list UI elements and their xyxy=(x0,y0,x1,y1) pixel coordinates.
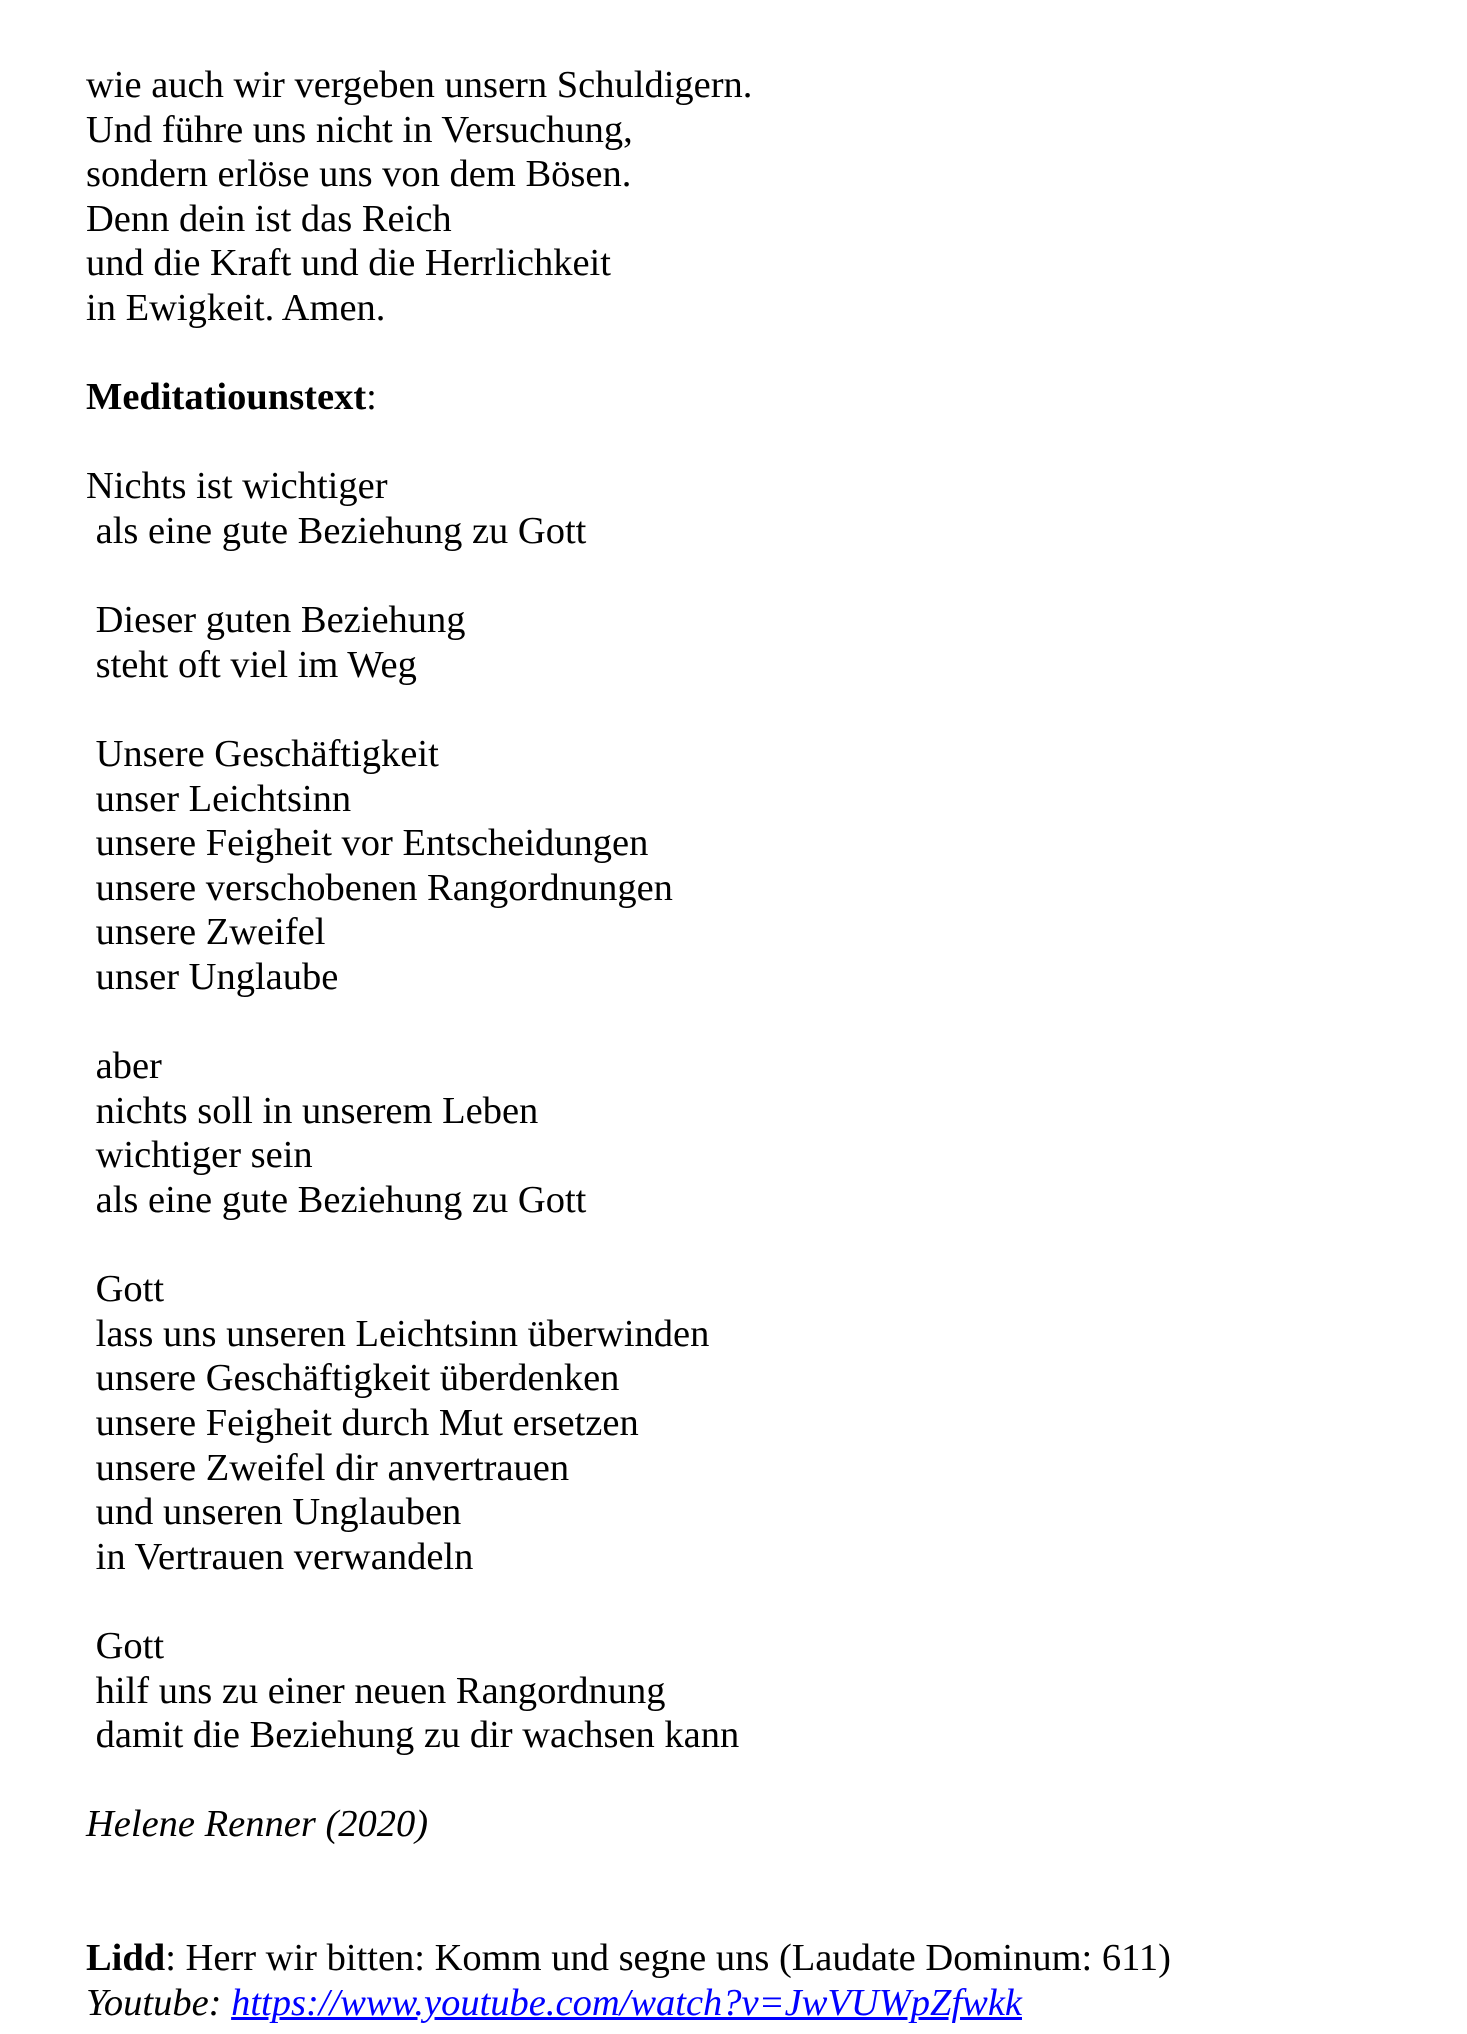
prayer-line: Denn dein ist das Reich xyxy=(86,197,452,240)
poem-line: aber xyxy=(86,1045,162,1088)
poem-line: als eine gute Beziehung zu Gott xyxy=(86,510,587,552)
poem-line: wichtiger sein xyxy=(86,1134,313,1177)
poem-line: damit die Beziehung zu dir wachsen kann xyxy=(86,1714,740,1757)
meditation-heading-text: Meditatiounstext xyxy=(86,376,367,419)
poem-line: Unsere Geschäftigkeit xyxy=(86,733,439,775)
poem-line: unsere Zweifel xyxy=(86,911,326,954)
song-title: : Herr wir bitten: Komm und segne uns (Laudate Dominum: 611) xyxy=(165,1937,1171,1980)
poem-line: hilf uns zu einer neuen Rangordnung xyxy=(86,1669,666,1712)
poem-line: unser Unglaube xyxy=(86,956,339,998)
youtube-label: Youtube: xyxy=(86,1981,232,2024)
prayer-line: in Ewigkeit. Amen. xyxy=(86,287,386,329)
poem-author: Helene Renner (2020) xyxy=(86,1803,429,1846)
meditation-heading-colon: : xyxy=(366,376,377,419)
meditation-heading xyxy=(86,375,377,420)
youtube-link[interactable]: https://www.youtube.com/watch?v=JwVUWpZfwkk xyxy=(231,1981,1022,2024)
poem-line: Dieser guten Beziehung xyxy=(86,599,466,642)
poem-line: nichts soll in unserem Leben xyxy=(86,1089,539,1132)
song-line xyxy=(86,1936,1171,1981)
poem-line: und unseren Unglauben xyxy=(86,1491,462,1534)
prayer-line: wie auch wir vergeben unsern Schuldigern. xyxy=(86,64,753,106)
poem-line: unser Leichtsinn xyxy=(86,777,352,820)
poem-line: Gott xyxy=(86,1268,165,1311)
prayer-line: sondern erlöse uns von dem Bösen. xyxy=(86,153,632,196)
poem-line: als eine gute Beziehung zu Gott xyxy=(86,1179,587,1221)
poem-line: lass uns unseren Leichtsinn überwinden xyxy=(86,1312,710,1355)
youtube-line xyxy=(86,1981,1022,2026)
song-label: Lidd xyxy=(86,1937,166,1980)
poem-line: in Vertrauen verwandeln xyxy=(86,1535,474,1578)
prayer-line: Und führe uns nicht in Versuchung, xyxy=(86,108,633,151)
poem-line: unsere Geschäftigkeit überdenken xyxy=(86,1357,620,1400)
poem-line: unsere verschobenen Rangordnungen xyxy=(86,866,673,909)
poem-line: unsere Feigheit vor Entscheidungen xyxy=(86,822,649,865)
poem-line: steht oft viel im Weg xyxy=(86,643,417,686)
poem-line: Gott xyxy=(86,1625,165,1667)
prayer-line: und die Kraft und die Herrlichkeit xyxy=(86,242,611,285)
poem-line: unsere Zweifel dir anvertrauen xyxy=(86,1446,570,1489)
poem-line: unsere Feigheit durch Mut ersetzen xyxy=(86,1402,639,1444)
poem-line: Nichts ist wichtiger xyxy=(86,465,388,508)
